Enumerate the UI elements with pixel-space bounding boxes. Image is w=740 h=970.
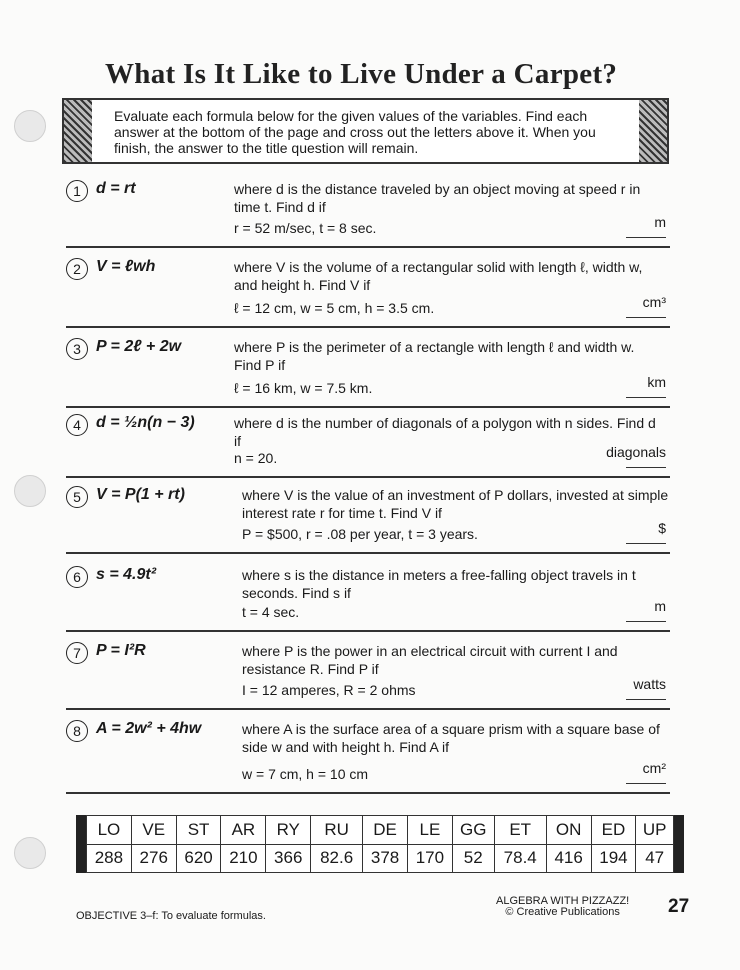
answer-value: 378 [363, 844, 408, 873]
answer-value: 194 [591, 844, 636, 873]
answer-blank[interactable] [626, 396, 666, 398]
problem-1 [66, 180, 670, 248]
objective-text: OBJECTIVE 3–f: To evaluate formulas. [76, 910, 266, 922]
answer-letters: GG [452, 816, 494, 845]
problem-5 [66, 486, 670, 554]
problem-number: 8 [66, 720, 88, 742]
given-values: r = 52 m/sec, t = 8 sec. [234, 220, 377, 236]
answer-blank[interactable] [626, 782, 666, 784]
formula: d = ½n(n − 3) [96, 414, 195, 431]
problem-description: where V is the value of an investment of P dollars, invested at simple interest rate r for time t. Find V if [242, 487, 669, 521]
answer-value: 288 [87, 844, 132, 873]
page-number: 27 [668, 896, 690, 917]
answer-letters: DE [363, 816, 408, 845]
binder-hole-bottom [14, 837, 46, 869]
given-values: ℓ = 12 cm, w = 5 cm, h = 3.5 cm. [234, 300, 435, 316]
given-values: w = 7 cm, h = 10 cm [242, 766, 369, 782]
problem-7 [66, 642, 670, 710]
answer-unit: diagonals [606, 444, 666, 460]
answer-value: 276 [131, 844, 176, 873]
answer-letters: AR [221, 816, 266, 845]
problem-number: 3 [66, 338, 88, 360]
problem-4 [66, 414, 670, 478]
answer-value: 78.4 [494, 844, 546, 873]
answer-value: 52 [452, 844, 494, 873]
answer-letters: ET [494, 816, 546, 845]
answer-value: 366 [266, 844, 311, 873]
answer-letters: UP [636, 816, 674, 845]
publisher-credit [496, 896, 629, 918]
given-values: I = 12 amperes, R = 2 ohms [242, 682, 416, 698]
answer-value: 210 [221, 844, 266, 873]
formula: V = ℓwh [96, 258, 156, 275]
answer-unit: m [654, 214, 666, 230]
problem-description: where s is the distance in meters a free-falling object travels in t seconds. Find s if [242, 567, 636, 601]
problem-8 [66, 720, 670, 794]
decorative-pattern-left [64, 100, 92, 162]
instructions-text: Evaluate each formula below for the given values of the variables. Find each answer at the bottom of the page and cross out the letters above it. When you finish, the answer to the title question will remain. [114, 108, 596, 156]
answer-letters: ON [546, 816, 591, 845]
answer-value: 82.6 [311, 844, 363, 873]
problem-description: where P is the power in an electrical circuit with current I and resistance R. Find P if [242, 643, 618, 677]
answer-blank[interactable] [626, 698, 666, 700]
problem-number: 5 [66, 486, 88, 508]
answer-value: 170 [407, 844, 452, 873]
problem-number: 4 [66, 414, 88, 436]
problem-description: where V is the volume of a rectangular solid with length ℓ, width w, and height h. Find V if [234, 259, 643, 293]
binder-hole-middle [14, 475, 46, 507]
problem-6 [66, 566, 670, 632]
answer-letters: ST [176, 816, 221, 845]
problem-2 [66, 258, 670, 328]
answer-letters: LO [87, 816, 132, 845]
answer-unit: $ [658, 520, 666, 536]
problem-number: 2 [66, 258, 88, 280]
answer-value: 620 [176, 844, 221, 873]
answer-blank[interactable] [626, 542, 666, 544]
answer-value: 47 [636, 844, 674, 873]
answer-letters: LE [407, 816, 452, 845]
answer-blank[interactable] [626, 236, 666, 238]
given-values: ℓ = 16 km, w = 7.5 km. [234, 380, 373, 396]
formula: A = 2w² + 4hw [96, 720, 202, 737]
publisher-line-1: ALGEBRA WITH PIZZAZZ! [496, 895, 630, 907]
answer-letters-row [87, 816, 674, 845]
binder-hole-top [14, 110, 46, 142]
worksheet-title: What Is It Like to Live Under a Carpet? [105, 58, 618, 90]
answer-letters: VE [131, 816, 176, 845]
answer-table [76, 815, 684, 873]
publisher-line-2: © Creative Publications [505, 906, 620, 918]
answer-letters: ED [591, 816, 636, 845]
problem-description: where d is the distance traveled by an object moving at speed r in time t. Find d if [234, 181, 641, 215]
formula: V = P(1 + rt) [96, 486, 185, 503]
problem-number: 7 [66, 642, 88, 664]
answer-letters: RU [311, 816, 363, 845]
problem-3 [66, 338, 670, 408]
instructions-box [62, 98, 669, 164]
answer-unit: km [647, 374, 666, 390]
formula: P = I²R [96, 642, 146, 659]
answer-letters: RY [266, 816, 311, 845]
problem-description: where A is the surface area of a square prism with a square base of side w and with height h. Find A if [242, 721, 660, 755]
given-values: P = $500, r = .08 per year, t = 3 years. [242, 526, 478, 542]
problem-number: 1 [66, 180, 88, 202]
answer-blank[interactable] [626, 316, 666, 318]
problem-number: 6 [66, 566, 88, 588]
answer-values-row [87, 844, 674, 873]
formula: P = 2ℓ + 2w [96, 338, 182, 355]
formula: d = rt [96, 180, 136, 197]
answer-blank[interactable] [626, 466, 666, 468]
answer-unit: cm² [642, 760, 666, 776]
answer-unit: cm³ [642, 294, 666, 310]
given-values: n = 20. [234, 450, 278, 466]
answer-value: 416 [546, 844, 591, 873]
given-values: t = 4 sec. [242, 604, 300, 620]
problem-description: where d is the number of diagonals of a polygon with n sides. Find d if [234, 415, 656, 449]
answer-unit: watts [633, 676, 666, 692]
problem-description: where P is the perimeter of a rectangle with length ℓ and width w. Find P if [234, 339, 635, 373]
answer-blank[interactable] [626, 620, 666, 622]
decorative-pattern-right [639, 100, 667, 162]
formula: s = 4.9t² [96, 566, 157, 583]
answer-unit: m [654, 598, 666, 614]
